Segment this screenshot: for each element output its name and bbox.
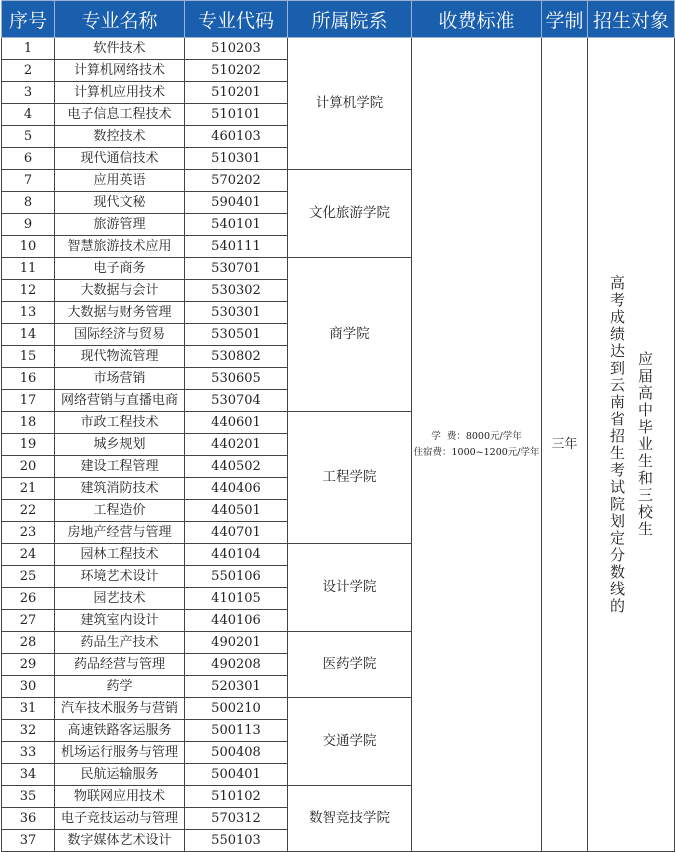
major-code-cell: 490208 [185, 654, 288, 676]
major-name-cell: 大数据与财务管理 [55, 302, 185, 324]
lodging-fee-text: 住宿费：1000~1200元/学年 [413, 446, 540, 458]
serial-cell: 3 [2, 82, 55, 104]
major-name-cell: 电子竞技运动与管理 [55, 808, 185, 830]
major-name-cell: 城乡规划 [55, 434, 185, 456]
college-cell: 设计学院 [288, 544, 412, 632]
tuition-fee-text: 学 费：8000元/学年 [431, 430, 522, 442]
major-code-cell: 410105 [185, 588, 288, 610]
header-college: 所属院系 [288, 1, 412, 38]
target-line-2: 高考成绩达到云南省招生考试院划定分数线的 [608, 274, 626, 615]
target-text-columns [588, 275, 674, 615]
major-name-cell: 现代文秘 [55, 192, 185, 214]
major-code-cell: 510203 [185, 38, 288, 60]
major-code-cell: 500113 [185, 720, 288, 742]
major-code-cell: 440106 [185, 610, 288, 632]
serial-cell: 28 [2, 632, 55, 654]
duration-cell: 三年 [542, 38, 588, 852]
table-body [2, 38, 675, 852]
major-code-cell: 550106 [185, 566, 288, 588]
serial-cell: 26 [2, 588, 55, 610]
major-code-cell: 530605 [185, 368, 288, 390]
major-name-cell: 旅游管理 [55, 214, 185, 236]
major-code-cell: 550103 [185, 830, 288, 852]
major-code-cell: 500401 [185, 764, 288, 786]
major-name-cell: 国际经济与贸易 [55, 324, 185, 346]
major-name-cell: 民航运输服务 [55, 764, 185, 786]
major-name-cell: 药品生产技术 [55, 632, 185, 654]
serial-cell: 11 [2, 258, 55, 280]
major-code-cell: 440502 [185, 456, 288, 478]
serial-cell: 31 [2, 698, 55, 720]
major-name-cell: 网络营销与直播电商 [55, 390, 185, 412]
major-name-cell: 数控技术 [55, 126, 185, 148]
major-code-cell: 440201 [185, 434, 288, 456]
major-name-cell: 建设工程管理 [55, 456, 185, 478]
major-name-cell: 园林工程技术 [55, 544, 185, 566]
major-name-cell: 智慧旅游技术应用 [55, 236, 185, 258]
major-code-cell: 540111 [185, 236, 288, 258]
header-row [2, 1, 675, 38]
major-name-cell: 高速铁路客运服务 [55, 720, 185, 742]
serial-cell: 25 [2, 566, 55, 588]
serial-cell: 21 [2, 478, 55, 500]
major-code-cell: 530701 [185, 258, 288, 280]
major-code-cell: 440701 [185, 522, 288, 544]
fee-cell [412, 38, 542, 852]
major-name-cell: 现代通信技术 [55, 148, 185, 170]
serial-cell: 36 [2, 808, 55, 830]
serial-cell: 32 [2, 720, 55, 742]
major-code-cell: 530704 [185, 390, 288, 412]
major-name-cell: 现代物流管理 [55, 346, 185, 368]
serial-cell: 15 [2, 346, 55, 368]
major-name-cell: 房地产经营与管理 [55, 522, 185, 544]
major-name-cell: 电子商务 [55, 258, 185, 280]
college-cell: 数智竞技学院 [288, 786, 412, 852]
major-code-cell: 530802 [185, 346, 288, 368]
header-serial: 序号 [2, 1, 55, 38]
major-name-cell: 市场营销 [55, 368, 185, 390]
college-cell: 医药学院 [288, 632, 412, 698]
major-code-cell: 440601 [185, 412, 288, 434]
header-target: 招生对象 [588, 1, 675, 38]
serial-cell: 4 [2, 104, 55, 126]
major-code-cell: 440406 [185, 478, 288, 500]
major-code-cell: 510201 [185, 82, 288, 104]
major-code-cell: 460103 [185, 126, 288, 148]
serial-cell: 24 [2, 544, 55, 566]
major-code-cell: 570312 [185, 808, 288, 830]
major-code-cell: 510102 [185, 786, 288, 808]
serial-cell: 9 [2, 214, 55, 236]
major-name-cell: 药学 [55, 676, 185, 698]
serial-cell: 27 [2, 610, 55, 632]
major-code-cell: 440104 [185, 544, 288, 566]
serial-cell: 2 [2, 60, 55, 82]
serial-cell: 30 [2, 676, 55, 698]
serial-cell: 7 [2, 170, 55, 192]
serial-cell: 12 [2, 280, 55, 302]
major-name-cell: 汽车技术服务与营销 [55, 698, 185, 720]
header-major-code: 专业代码 [185, 1, 288, 38]
college-cell: 商学院 [288, 258, 412, 412]
major-code-cell: 570202 [185, 170, 288, 192]
major-code-cell: 530301 [185, 302, 288, 324]
serial-cell: 8 [2, 192, 55, 214]
serial-cell: 34 [2, 764, 55, 786]
major-name-cell: 计算机应用技术 [55, 82, 185, 104]
major-name-cell: 大数据与会计 [55, 280, 185, 302]
major-code-cell: 510101 [185, 104, 288, 126]
serial-cell: 23 [2, 522, 55, 544]
enrollment-table [1, 0, 675, 852]
table-row [2, 38, 675, 60]
major-name-cell: 计算机网络技术 [55, 60, 185, 82]
college-cell: 工程学院 [288, 412, 412, 544]
major-code-cell: 510301 [185, 148, 288, 170]
major-name-cell: 物联网应用技术 [55, 786, 185, 808]
college-cell: 文化旅游学院 [288, 170, 412, 258]
major-code-cell: 520301 [185, 676, 288, 698]
major-name-cell: 数字媒体艺术设计 [55, 830, 185, 852]
serial-cell: 13 [2, 302, 55, 324]
major-code-cell: 500210 [185, 698, 288, 720]
major-name-cell: 市政工程技术 [55, 412, 185, 434]
serial-cell: 29 [2, 654, 55, 676]
major-name-cell: 环境艺术设计 [55, 566, 185, 588]
college-cell: 计算机学院 [288, 38, 412, 170]
target-cell [588, 38, 675, 852]
major-name-cell: 园艺技术 [55, 588, 185, 610]
major-name-cell: 应用英语 [55, 170, 185, 192]
serial-cell: 20 [2, 456, 55, 478]
major-name-cell: 电子信息工程技术 [55, 104, 185, 126]
major-code-cell: 510202 [185, 60, 288, 82]
major-name-cell: 机场运行服务与管理 [55, 742, 185, 764]
serial-cell: 5 [2, 126, 55, 148]
serial-cell: 33 [2, 742, 55, 764]
serial-cell: 19 [2, 434, 55, 456]
major-name-cell: 建筑消防技术 [55, 478, 185, 500]
serial-cell: 10 [2, 236, 55, 258]
serial-cell: 1 [2, 38, 55, 60]
serial-cell: 16 [2, 368, 55, 390]
target-line-1: 应届高中毕业生和三校生 [636, 351, 654, 538]
serial-cell: 17 [2, 390, 55, 412]
serial-cell: 37 [2, 830, 55, 852]
serial-cell: 22 [2, 500, 55, 522]
major-name-cell: 药品经营与管理 [55, 654, 185, 676]
major-name-cell: 工程造价 [55, 500, 185, 522]
header-major-name: 专业名称 [55, 1, 185, 38]
major-code-cell: 540101 [185, 214, 288, 236]
major-code-cell: 530302 [185, 280, 288, 302]
major-code-cell: 440501 [185, 500, 288, 522]
major-code-cell: 590401 [185, 192, 288, 214]
major-code-cell: 530501 [185, 324, 288, 346]
college-cell: 交通学院 [288, 698, 412, 786]
serial-cell: 14 [2, 324, 55, 346]
major-name-cell: 软件技术 [55, 38, 185, 60]
serial-cell: 35 [2, 786, 55, 808]
major-name-cell: 建筑室内设计 [55, 610, 185, 632]
major-code-cell: 490201 [185, 632, 288, 654]
header-fee: 收费标准 [412, 1, 542, 38]
serial-cell: 6 [2, 148, 55, 170]
major-code-cell: 500408 [185, 742, 288, 764]
serial-cell: 18 [2, 412, 55, 434]
header-duration: 学制 [542, 1, 588, 38]
